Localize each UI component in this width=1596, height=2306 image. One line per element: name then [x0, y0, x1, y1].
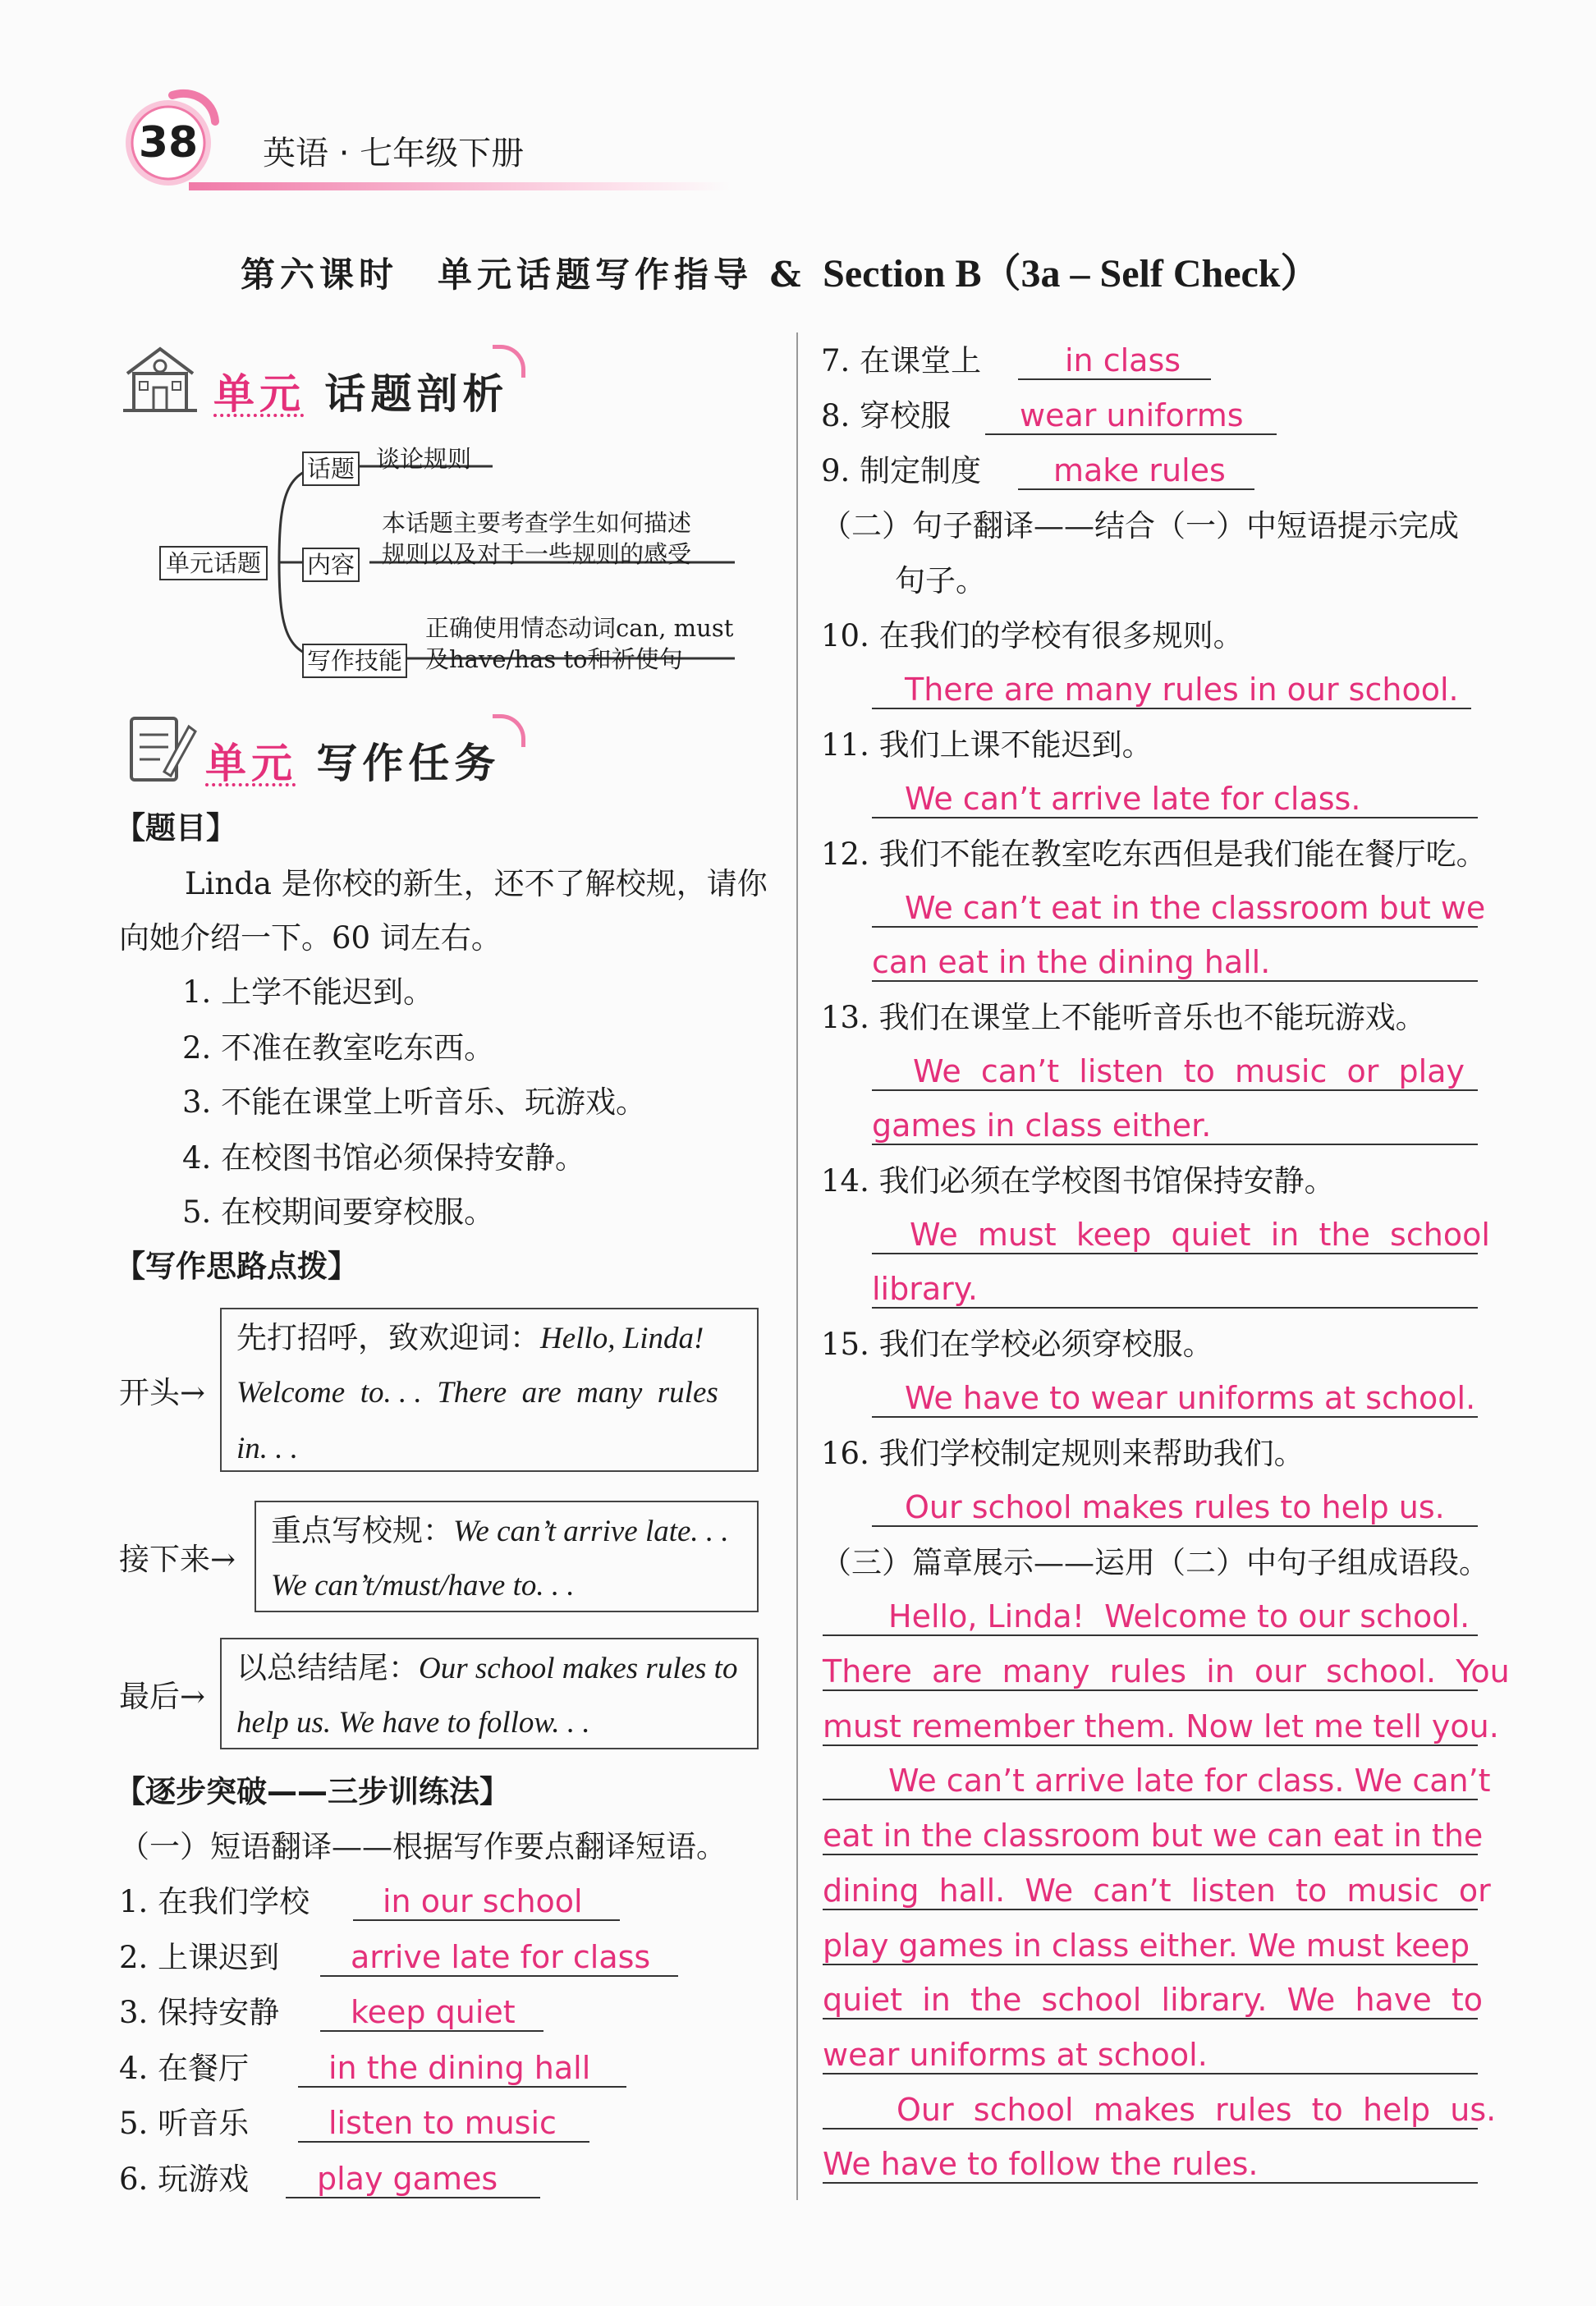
mind-text-topic: 谈论规则	[376, 445, 472, 473]
sentence-q-11: 11. 我们上课不能迟到。	[821, 727, 1153, 763]
heading-dots	[213, 414, 304, 417]
phrase-q-6: 6. 玩游戏	[119, 2162, 250, 2197]
sentence-a-10: There are many rules in our school.	[905, 672, 1459, 708]
outline-next-cn: 重点写校规：	[271, 1513, 453, 1548]
heading-swoosh-icon	[493, 345, 525, 378]
sentence-a-14-2: library.	[872, 1271, 978, 1307]
sentence-line-15	[872, 1416, 1478, 1418]
sentence-a-16: Our school makes rules to help us.	[905, 1489, 1445, 1525]
phrase-line-1	[353, 1919, 620, 1921]
outline-next-en: We can’t arrive late. . .	[453, 1515, 729, 1548]
essay-rule-4	[823, 1799, 1478, 1800]
sentence-q-12: 12. 我们不能在教室吃东西但是我们能在餐厅吃。	[821, 837, 1487, 872]
sentence-line-11	[872, 817, 1478, 818]
sentence-a-15: We have to wear uniforms at school.	[905, 1380, 1476, 1416]
phrase-a-2: arrive late for class	[351, 1939, 651, 1975]
essay-rule-1	[823, 1634, 1478, 1636]
prompt-line-2: 向她介绍一下。60 词左右。	[119, 920, 502, 956]
steps-label: 【逐步突破——三步训练法】	[115, 1774, 510, 1809]
prompt-label: 【题目】	[115, 810, 236, 846]
mind-tag-topic: 话题	[302, 452, 360, 486]
part2-label-1: （二）句子翻译——结合（一）中短语提示完成	[821, 508, 1459, 543]
essay-line-2: There are many rules in our school. You	[823, 1653, 1510, 1689]
phrase-a-4: in the dining hall	[328, 2050, 591, 2086]
header-rule	[189, 182, 731, 190]
mind-tag-skill: 写作技能	[302, 644, 407, 678]
sentence-line-14-2	[872, 1307, 1478, 1309]
essay-rule-6	[823, 1909, 1478, 1910]
school-building-icon	[119, 337, 201, 419]
topic-analysis-heading	[213, 361, 508, 420]
essay-line-4: We can’t arrive late for class. We can’t	[888, 1763, 1491, 1799]
book-title: 英语 · 七年级下册	[263, 135, 525, 172]
page-number-badge	[115, 89, 222, 187]
outline-next-line2: We can’t/must/have to. . .	[271, 1569, 575, 1602]
phrase-a-5: listen to music	[328, 2105, 557, 2141]
sentence-line-12-2	[872, 980, 1478, 982]
tips-label: 【写作思路点拨】	[115, 1249, 358, 1284]
essay-rule-8	[823, 2018, 1478, 2019]
outline-start-en: Hello, Linda!	[540, 1322, 704, 1355]
phrase-q-7: 7. 在课堂上	[821, 343, 982, 378]
outline-end-line1	[236, 1648, 737, 1689]
outline-end-en: Our school makes rules to	[419, 1652, 738, 1685]
phrase-line-5	[298, 2141, 589, 2143]
sentence-a-11: We can’t arrive late for class.	[905, 781, 1361, 817]
lesson-title-cn: 第六课时 单元话题写作指导 &	[241, 254, 823, 295]
essay-line-7: play games in class either. We must keep	[823, 1928, 1470, 1964]
outline-start-line1	[236, 1318, 704, 1359]
sentence-line-13-2	[872, 1144, 1478, 1145]
essay-rule-10	[823, 2128, 1478, 2129]
topic-heading-a: 单元	[213, 370, 305, 418]
lesson-title	[241, 241, 1320, 298]
essay-rule-11	[823, 2182, 1478, 2184]
essay-rule-5	[823, 1854, 1478, 1855]
page-number: 38	[138, 118, 199, 167]
essay-line-10: Our school makes rules to help us.	[897, 2092, 1497, 2128]
heading-swoosh-icon-2	[493, 714, 525, 747]
notebook-pencil-icon	[123, 710, 197, 788]
phrase-a-6: play games	[317, 2161, 498, 2197]
essay-rule-2	[823, 1689, 1478, 1691]
sentence-line-12-1	[872, 926, 1478, 928]
heading-dots-2	[205, 783, 296, 786]
part1-label: （一）短语翻译——根据写作要点翻译短语。	[119, 1829, 727, 1864]
phrase-a-1: in our school	[383, 1883, 583, 1919]
phrase-line-3	[320, 2030, 543, 2032]
outline-label-end: 最后→	[119, 1679, 206, 1714]
point-5: 5. 在校期间要穿校服。	[182, 1194, 495, 1230]
phrase-a-9: make rules	[1053, 452, 1226, 488]
sentence-q-14: 14. 我们必须在学校图书馆保持安静。	[821, 1163, 1335, 1199]
point-1: 1. 上学不能迟到。	[182, 974, 434, 1010]
essay-line-8: quiet in the school library. We have to	[823, 1982, 1484, 2018]
essay-line-6: dining hall. We can’t listen to music or	[823, 1873, 1491, 1909]
outline-end-cn: 以总结结尾：	[236, 1650, 419, 1685]
task-heading-b: 写作任务	[316, 740, 501, 787]
phrase-line-6	[286, 2197, 540, 2198]
outline-start-line2: Welcome to. . . There are many rules	[236, 1376, 718, 1410]
essay-line-3: must remember them. Now let me tell you.	[823, 1708, 1499, 1744]
outline-start-cn: 先打招呼，致欢迎词：	[236, 1320, 540, 1355]
sentence-a-12-1: We can’t eat in the classroom but we	[905, 890, 1486, 926]
phrase-q-3: 3. 保持安静	[119, 1995, 280, 2030]
mind-text-skill-1: 正确使用情态动词can, must	[425, 614, 734, 642]
sentence-a-14-1: We must keep quiet in the school	[910, 1217, 1490, 1253]
part2-label-2: 句子。	[895, 563, 986, 598]
phrase-q-9: 9. 制定制度	[821, 453, 982, 488]
sentence-q-10: 10. 在我们的学校有很多规则。	[821, 618, 1244, 653]
sentence-a-12-2: can eat in the dining hall.	[872, 944, 1271, 980]
sentence-line-13-1	[872, 1089, 1478, 1091]
phrase-line-8	[985, 433, 1277, 435]
sentence-a-13-2: games in class either.	[872, 1107, 1212, 1144]
phrase-line-7	[1018, 378, 1211, 380]
sentence-q-13: 13. 我们在课堂上不能听音乐也不能玩游戏。	[821, 1000, 1426, 1035]
phrase-q-1: 1. 在我们学校	[119, 1884, 310, 1919]
essay-rule-3	[823, 1744, 1478, 1746]
mind-text-content-1: 本话题主要考查学生如何描述	[382, 509, 692, 537]
phrase-line-4	[298, 2086, 626, 2088]
mind-text-content-2: 规则以及对于一些规则的感受	[382, 540, 692, 568]
point-4: 4. 在校图书馆必须保持安静。	[182, 1140, 586, 1176]
point-2: 2. 不准在教室吃东西。	[182, 1030, 495, 1066]
phrase-q-8: 8. 穿校服	[821, 398, 952, 433]
lesson-title-en: Section B（3a – Self Check）	[823, 252, 1320, 296]
sentence-line-14-1	[872, 1253, 1478, 1254]
mind-text-skill-2: 及have/has to和祈使句	[425, 645, 683, 673]
column-divider	[796, 332, 798, 2200]
essay-line-9: wear uniforms at school.	[823, 2037, 1208, 2073]
sentence-line-16	[872, 1525, 1478, 1527]
essay-line-1: Hello, Linda! Welcome to our school.	[888, 1598, 1470, 1634]
essay-line-5: eat in the classroom but we can eat in the	[823, 1818, 1484, 1854]
task-heading-a: 单元	[205, 740, 297, 787]
phrase-q-5: 5. 听音乐	[119, 2106, 250, 2141]
phrase-line-9	[1018, 488, 1254, 490]
point-3: 3. 不能在课堂上听音乐、玩游戏。	[182, 1084, 647, 1120]
outline-next-line1	[271, 1511, 729, 1552]
mind-map	[156, 443, 747, 690]
sentence-line-10	[872, 708, 1471, 709]
sentence-q-16: 16. 我们学校制定规则来帮助我们。	[821, 1436, 1305, 1471]
sentence-q-15: 15. 我们在学校必须穿校服。	[821, 1327, 1213, 1362]
mind-tag-content: 内容	[302, 548, 360, 582]
phrase-a-7: in class	[1065, 342, 1181, 378]
essay-rule-7	[823, 1964, 1478, 1965]
phrase-a-3: keep quiet	[351, 1994, 516, 2030]
mind-center: 单元话题	[159, 546, 268, 580]
topic-heading-b: 话题剖析	[324, 370, 509, 418]
outline-label-start: 开头→	[119, 1375, 206, 1410]
part3-label: （三）篇章展示——运用（二）中句子组成语段。	[821, 1545, 1489, 1580]
outline-start-line3: in. . .	[236, 1432, 299, 1465]
phrase-q-2: 2. 上课迟到	[119, 1940, 280, 1975]
phrase-q-4: 4. 在餐厅	[119, 2051, 250, 2086]
outline-end-line2: help us. We have to follow. . .	[236, 1706, 590, 1740]
sentence-a-13-1: We can’t listen to music or play	[913, 1053, 1465, 1089]
phrase-a-8: wear uniforms	[1020, 397, 1244, 433]
writing-task-heading	[205, 731, 500, 790]
outline-label-next: 接下来→	[119, 1542, 236, 1577]
prompt-line-1: Linda 是你校的新生，还不了解校规，请你	[185, 866, 768, 901]
essay-rule-9	[823, 2073, 1478, 2074]
essay-line-11: We have to follow the rules.	[823, 2146, 1259, 2182]
phrase-line-2	[320, 1975, 678, 1977]
